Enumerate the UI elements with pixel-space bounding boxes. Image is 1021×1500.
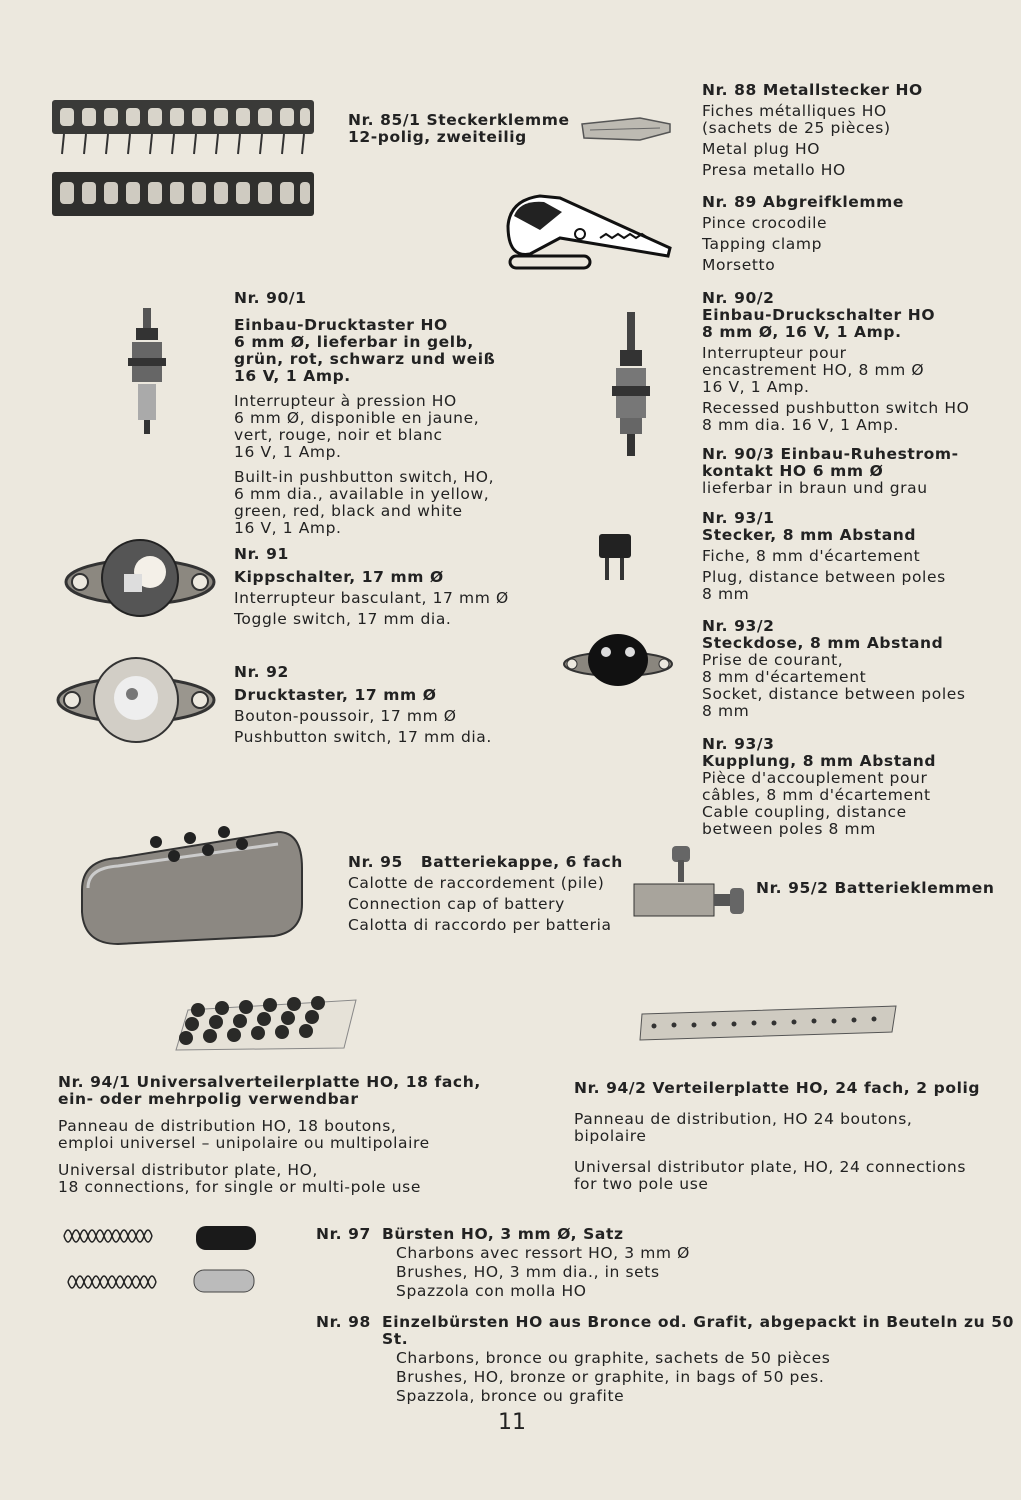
item-91-line: Interrupteur basculant, 17 mm Ø	[234, 589, 509, 607]
item-90-1-fr: 16 V, 1 Amp.	[234, 443, 342, 461]
item-95	[348, 854, 623, 934]
item-89-line: Tapping clamp	[702, 235, 823, 253]
item-94-2-fr: Panneau de distribution, HO 24 boutons,	[574, 1110, 913, 1128]
pushbutton-switch-image	[122, 306, 172, 436]
item-93-2-line: Prise de courant,	[702, 651, 844, 669]
item-88-line: Metal plug HO	[702, 140, 821, 158]
item-93-1-title: Nr. 93/1	[702, 509, 775, 527]
item-93-2	[702, 618, 966, 720]
item-92-bold: Drucktaster, 17 mm Ø	[234, 686, 437, 704]
item-90-1-bold: 6 mm Ø, lieferbar in gelb,	[234, 333, 474, 351]
item-88-line: (sachets de 25 pièces)	[702, 119, 891, 137]
item-94-1-en: Universal distributor plate, HO,	[58, 1161, 318, 1179]
item-94-2-en: for two pole use	[574, 1175, 709, 1193]
item-98	[382, 1314, 1021, 1405]
item-91	[234, 546, 509, 628]
item-95-line: Connection cap of battery	[348, 895, 565, 913]
item-95-title: Nr. 95 Batteriekappe, 6 fach	[348, 853, 623, 871]
item-90-1-bold: 16 V, 1 Amp.	[234, 367, 351, 385]
item-90-1	[234, 290, 495, 537]
item-90-3-bold: Nr. 90/3 Einbau-Ruhestrom-	[702, 445, 959, 463]
item-90-1-en: 16 V, 1 Amp.	[234, 519, 342, 537]
item-98-label	[316, 1314, 371, 1331]
item-85-1-line: 12-polig, zweiteilig	[348, 128, 527, 146]
item-89	[702, 194, 904, 274]
item-95-2-title: Nr. 95/2 Batterieklemmen	[756, 879, 995, 897]
item-98-line: Spazzola, bronce ou grafite	[396, 1387, 625, 1405]
item-85-1	[348, 112, 570, 146]
item-94-1-en: 18 connections, for single or multi-pole use	[58, 1178, 421, 1196]
item-88-line: Fiches métalliques HO	[702, 102, 887, 120]
item-90-2	[702, 290, 969, 434]
item-93-3-bold: Kupplung, 8 mm Abstand	[702, 752, 937, 770]
terminal-strip-image	[50, 92, 318, 222]
item-89-title: Nr. 89 Abgreifklemme	[702, 193, 905, 211]
item-93-2-bold: Steckdose, 8 mm Abstand	[702, 634, 944, 652]
brush-springs-image	[60, 1222, 260, 1302]
pushbutton-image	[56, 656, 216, 756]
item-90-2-line: Interrupteur pour	[702, 344, 847, 362]
item-90-1-bold: Einbau-Drucktaster HO	[234, 316, 448, 334]
item-88-title: Nr. 88 Metallstecker HO	[702, 81, 923, 99]
item-91-bold: Kippschalter, 17 mm Ø	[234, 568, 444, 586]
item-91-line: Toggle switch, 17 mm dia.	[234, 610, 452, 628]
item-94-1-bold: ein- oder mehrpolig verwendbar	[58, 1090, 359, 1108]
distributor-plate-18-image	[168, 990, 360, 1054]
item-93-2-line: 8 mm	[702, 702, 750, 720]
distributor-plate-24-image	[638, 1002, 900, 1042]
page-number: 11	[498, 1410, 526, 1435]
item-94-1-fr: emploi universel – unipolaire ou multipolaire	[58, 1134, 430, 1152]
item-90-1-en: green, red, black and white	[234, 502, 463, 520]
item-90-1-bold: grün, rot, schwarz und weiß	[234, 350, 496, 368]
item-90-1-title: Nr. 90/1	[234, 289, 307, 307]
item-94-1-fr: Panneau de distribution HO, 18 boutons,	[58, 1117, 397, 1135]
item-94-2-title: Nr. 94/2 Verteilerplatte HO, 24 fach, 2 polig	[574, 1079, 981, 1097]
item-93-2-line: Socket, distance between poles	[702, 685, 966, 703]
item-88-line: Presa metallo HO	[702, 161, 846, 179]
item-90-3	[702, 446, 959, 497]
item-88	[702, 82, 923, 179]
item-90-1-fr: vert, rouge, noir et blanc	[234, 426, 443, 444]
item-93-2-title: Nr. 93/2	[702, 617, 775, 635]
item-90-2-line: 8 mm dia. 16 V, 1 Amp.	[702, 416, 899, 434]
battery-cap-image	[78, 808, 304, 948]
item-90-2-bold: Einbau-Druckschalter HO	[702, 306, 936, 324]
crocodile-clip-image	[500, 186, 680, 272]
item-97-title: Bürsten HO, 3 mm Ø, Satz	[382, 1225, 624, 1243]
item-92-line: Bouton-poussoir, 17 mm Ø	[234, 707, 457, 725]
item-93-1-line: Plug, distance between poles	[702, 568, 946, 586]
socket-image	[560, 630, 676, 694]
item-95-line: Calotta di raccordo per batteria	[348, 916, 612, 934]
item-93-3-title: Nr. 93/3	[702, 735, 775, 753]
item-97-line: Brushes, HO, 3 mm dia., in sets	[396, 1263, 660, 1281]
item-94-2	[574, 1080, 980, 1193]
item-93-1-line: Fiche, 8 mm d'écartement	[702, 547, 921, 565]
item-90-1-fr: 6 mm Ø, disponible en jaune,	[234, 409, 480, 427]
item-98-line: Brushes, HO, bronze or graphite, in bags of 50 pes.	[396, 1368, 825, 1386]
item-94-1-bold: Nr. 94/1 Universalverteilerplatte HO, 18 fach,	[58, 1073, 481, 1091]
item-97	[382, 1226, 690, 1300]
item-93-1-bold: Stecker, 8 mm Abstand	[702, 526, 917, 544]
item-98-label-text: Nr. 98	[316, 1313, 371, 1331]
item-92-title: Nr. 92	[234, 663, 289, 681]
item-90-1-en: Built-in pushbutton switch, HO,	[234, 468, 495, 486]
item-93-2-line: 8 mm d'écartement	[702, 668, 867, 686]
recessed-switch-image	[608, 310, 654, 460]
item-90-1-fr: Interrupteur à pression HO	[234, 392, 457, 410]
item-90-2-line: encastrement HO, 8 mm Ø	[702, 361, 925, 379]
item-94-2-en: Universal distributor plate, HO, 24 connections	[574, 1158, 967, 1176]
item-90-1-en: 6 mm dia., available in yellow,	[234, 485, 490, 503]
item-97-label	[316, 1226, 371, 1243]
item-91-title: Nr. 91	[234, 545, 289, 563]
item-95-2	[756, 880, 995, 897]
item-93-3-line: Pièce d'accouplement pour	[702, 769, 928, 787]
item-90-2-bold: 8 mm Ø, 16 V, 1 Amp.	[702, 323, 902, 341]
item-93-3-line: between poles 8 mm	[702, 820, 876, 838]
item-89-line: Morsetto	[702, 256, 776, 274]
item-97-label-text: Nr. 97	[316, 1225, 371, 1243]
item-92-line: Pushbutton switch, 17 mm dia.	[234, 728, 492, 746]
item-95-line: Calotte de raccordement (pile)	[348, 874, 605, 892]
item-97-line: Charbons avec ressort HO, 3 mm Ø	[396, 1244, 690, 1262]
item-85-1-title: Nr. 85/1 Steckerklemme	[348, 111, 570, 129]
metal-plug-image	[580, 110, 672, 150]
item-90-3-line: lieferbar in braun und grau	[702, 479, 928, 497]
plug-image	[598, 532, 632, 582]
item-93-1-line: 8 mm	[702, 585, 750, 603]
item-90-2-title: Nr. 90/2	[702, 289, 775, 307]
item-93-3-line: câbles, 8 mm d'écartement	[702, 786, 931, 804]
battery-clamp-image	[630, 844, 746, 928]
item-93-3-line: Cable coupling, distance	[702, 803, 907, 821]
item-98-title: Einzelbürsten HO aus Bronce od. Grafit, abgepackt in Beuteln zu 50 St.	[382, 1313, 1015, 1348]
item-98-line: Charbons, bronce ou graphite, sachets de 50 pièces	[396, 1349, 831, 1367]
item-89-line: Pince crocodile	[702, 214, 828, 232]
item-94-1	[58, 1074, 481, 1196]
item-90-2-line: 16 V, 1 Amp.	[702, 378, 810, 396]
item-92	[234, 664, 492, 746]
item-97-line: Spazzola con molla HO	[396, 1282, 587, 1300]
item-90-2-line: Recessed pushbutton switch HO	[702, 399, 970, 417]
item-90-3-bold: kontakt HO 6 mm Ø	[702, 462, 884, 480]
item-93-3	[702, 736, 936, 838]
item-93-1	[702, 510, 946, 603]
item-94-2-fr: bipolaire	[574, 1127, 647, 1145]
toggle-switch-image	[64, 538, 216, 622]
